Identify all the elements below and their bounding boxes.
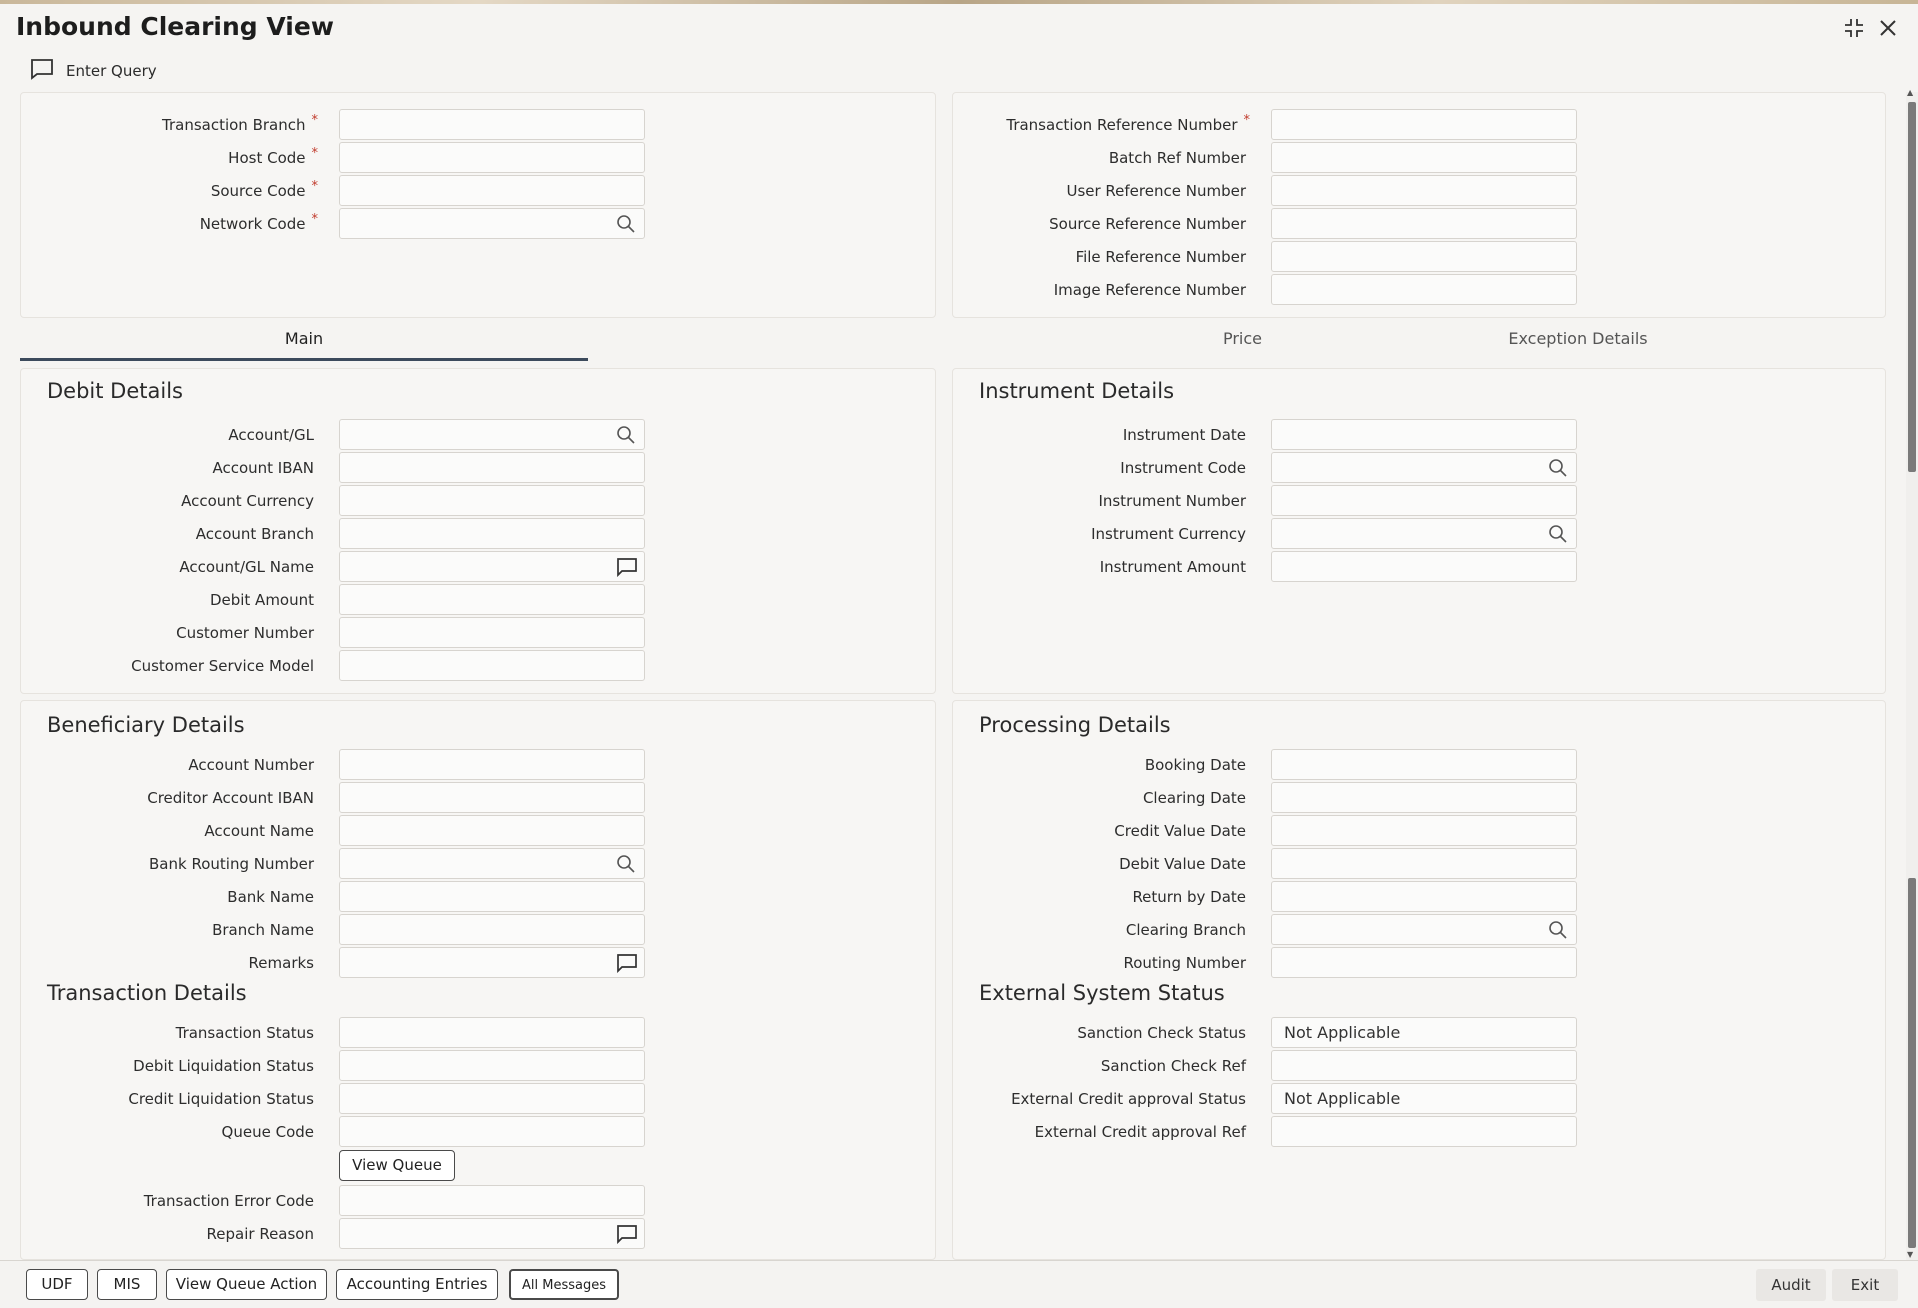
- account-branch-input[interactable]: [339, 518, 645, 549]
- branch-name-label: Branch Name: [212, 921, 314, 939]
- required-marker: *: [311, 212, 318, 227]
- transaction-reference-label: Transaction Reference Number: [1006, 116, 1238, 134]
- account-number-label: Account Number: [188, 756, 314, 774]
- customer-service-model-label: Customer Service Model: [131, 657, 314, 675]
- transaction-details-title: Transaction Details: [47, 981, 247, 1005]
- external-credit-approval-status-input[interactable]: Not Applicable: [1271, 1083, 1577, 1114]
- debit-details-title: Debit Details: [47, 379, 183, 403]
- source-code-input[interactable]: [339, 175, 645, 206]
- account-name-label: Account Name: [204, 822, 314, 840]
- host-code-row: [21, 142, 937, 174]
- account-number-input[interactable]: [339, 749, 645, 780]
- search-icon[interactable]: [1548, 920, 1568, 940]
- enter-query-button[interactable]: [30, 58, 157, 84]
- external-credit-approval-ref-input[interactable]: [1271, 1116, 1577, 1147]
- audit-button[interactable]: Audit: [1756, 1269, 1826, 1301]
- search-icon[interactable]: [1548, 524, 1568, 544]
- bank-routing-number-input[interactable]: [339, 848, 645, 879]
- required-marker: *: [311, 179, 318, 194]
- beneficiary-transaction-panel: [20, 700, 936, 1260]
- transaction-branch-input[interactable]: [339, 109, 645, 140]
- account-iban-input[interactable]: [339, 452, 645, 483]
- booking-date-label: Booking Date: [1144, 756, 1246, 774]
- debit-amount-input[interactable]: [339, 584, 645, 615]
- network-code-label: Network Code: [199, 215, 306, 233]
- file-reference-label: File Reference Number: [1075, 248, 1246, 266]
- view-queue-action-button[interactable]: View Queue Action: [166, 1269, 327, 1300]
- scroll-thumb[interactable]: [1908, 102, 1916, 472]
- creditor-account-iban-label: Creditor Account IBAN: [147, 789, 314, 807]
- instrument-amount-input[interactable]: [1271, 551, 1577, 582]
- instrument-date-label: Instrument Date: [1122, 426, 1246, 444]
- instrument-currency-label: Instrument Currency: [1091, 525, 1246, 543]
- source-reference-label: Source Reference Number: [1049, 215, 1246, 233]
- tab-bar: [20, 322, 1886, 362]
- bank-name-input[interactable]: [339, 881, 645, 912]
- bank-name-label: Bank Name: [227, 888, 314, 906]
- source-reference-row: [953, 208, 1887, 240]
- instrument-code-input[interactable]: [1271, 452, 1577, 483]
- transaction-error-code-input[interactable]: [339, 1185, 645, 1216]
- user-reference-input[interactable]: [1271, 175, 1577, 206]
- batch-ref-label: Batch Ref Number: [1108, 149, 1246, 167]
- window-title: Inbound Clearing View: [16, 12, 334, 41]
- credit-value-date-label: Credit Value Date: [1114, 822, 1246, 840]
- required-marker: *: [311, 113, 318, 128]
- scroll-thumb-lower[interactable]: [1908, 878, 1916, 1248]
- instrument-details-title: Instrument Details: [979, 379, 1175, 403]
- external-credit-approval-ref-label: External Credit approval Ref: [1034, 1123, 1246, 1141]
- header-left-panel: [20, 92, 936, 318]
- footer-bar: [0, 1260, 1918, 1308]
- image-reference-input[interactable]: [1271, 274, 1577, 305]
- credit-value-date-input[interactable]: [1271, 815, 1577, 846]
- transaction-branch-row: [21, 109, 937, 141]
- clearing-date-label: Clearing Date: [1142, 789, 1246, 807]
- account-gl-name-input[interactable]: [339, 551, 645, 582]
- comment-icon[interactable]: [616, 557, 636, 577]
- instrument-code-label: Instrument Code: [1120, 459, 1246, 477]
- scroll-down-arrow[interactable]: ▼: [1907, 1250, 1914, 1259]
- host-code-input[interactable]: [339, 142, 645, 173]
- required-marker: *: [311, 146, 318, 161]
- debit-amount-label: Debit Amount: [209, 591, 314, 609]
- comment-icon[interactable]: [616, 1224, 636, 1244]
- search-icon[interactable]: [616, 425, 636, 445]
- instrument-details-panel: [952, 368, 1886, 694]
- search-icon[interactable]: [616, 854, 636, 874]
- debit-details-panel: [20, 368, 936, 694]
- sanction-check-ref-label: Sanction Check Ref: [1100, 1057, 1246, 1075]
- udf-button[interactable]: UDF: [26, 1269, 88, 1300]
- source-reference-input[interactable]: [1271, 208, 1577, 239]
- sanction-check-status-label: Sanction Check Status: [1077, 1024, 1246, 1042]
- scroll-up-arrow[interactable]: ▲: [1907, 88, 1914, 97]
- clearing-branch-label: Clearing Branch: [1125, 921, 1246, 939]
- processing-external-panel: [952, 700, 1886, 1260]
- comment-icon: [30, 58, 54, 84]
- repair-reason-input[interactable]: [339, 1218, 645, 1249]
- instrument-currency-input[interactable]: [1271, 518, 1577, 549]
- debit-liquidation-status-label: Debit Liquidation Status: [133, 1057, 314, 1075]
- transaction-error-code-label: Transaction Error Code: [143, 1192, 314, 1210]
- tab-main[interactable]: Main: [284, 329, 324, 348]
- account-gl-label: Account/GL: [228, 426, 314, 444]
- bank-routing-number-label: Bank Routing Number: [149, 855, 314, 873]
- vertical-scrollbar[interactable]: [1906, 88, 1918, 1260]
- routing-number-label: Routing Number: [1123, 954, 1246, 972]
- repair-reason-label: Repair Reason: [206, 1225, 314, 1243]
- debit-liquidation-status-input[interactable]: [339, 1050, 645, 1081]
- mis-button[interactable]: MIS: [97, 1269, 157, 1300]
- sanction-check-status-input[interactable]: Not Applicable: [1271, 1017, 1577, 1048]
- image-reference-row: [953, 274, 1887, 306]
- transaction-branch-label: Transaction Branch: [162, 116, 306, 134]
- creditor-account-iban-input[interactable]: [339, 782, 645, 813]
- header-right-panel: [952, 92, 1886, 318]
- account-iban-label: Account IBAN: [212, 459, 314, 477]
- exit-button[interactable]: Exit: [1832, 1269, 1898, 1301]
- clearing-branch-input[interactable]: [1271, 914, 1577, 945]
- instrument-number-input[interactable]: [1271, 485, 1577, 516]
- credit-liquidation-status-input[interactable]: [339, 1083, 645, 1114]
- network-code-row: [21, 208, 937, 240]
- accounting-entries-button[interactable]: Accounting Entries: [336, 1269, 498, 1300]
- enter-query-label: Enter Query: [66, 62, 157, 80]
- instrument-date-input[interactable]: [1271, 419, 1577, 450]
- customer-number-input[interactable]: [339, 617, 645, 648]
- collapse-icon[interactable]: [1840, 14, 1868, 42]
- clearing-date-input[interactable]: [1271, 782, 1577, 813]
- file-reference-row: [953, 241, 1887, 273]
- host-code-label: Host Code: [228, 149, 306, 167]
- account-gl-name-label: Account/GL Name: [179, 558, 314, 576]
- beneficiary-details-title: Beneficiary Details: [47, 713, 245, 737]
- return-by-date-input[interactable]: [1271, 881, 1577, 912]
- tab-price[interactable]: Price: [1222, 329, 1262, 348]
- customer-service-model-input[interactable]: [339, 650, 645, 681]
- comment-icon[interactable]: [616, 953, 636, 973]
- source-code-label: Source Code: [210, 182, 306, 200]
- user-reference-label: User Reference Number: [1066, 182, 1246, 200]
- transaction-reference-row: [953, 109, 1887, 141]
- image-reference-label: Image Reference Number: [1053, 281, 1246, 299]
- return-by-date-label: Return by Date: [1132, 888, 1246, 906]
- search-icon[interactable]: [616, 214, 636, 234]
- active-tab-indicator: [20, 358, 588, 361]
- external-credit-approval-status-label: External Credit approval Status: [1011, 1090, 1246, 1108]
- close-icon[interactable]: [1874, 14, 1902, 42]
- processing-details-title: Processing Details: [979, 713, 1171, 737]
- account-currency-input[interactable]: [339, 485, 645, 516]
- batch-ref-row: [953, 142, 1887, 174]
- account-name-input[interactable]: [339, 815, 645, 846]
- view-queue-button[interactable]: View Queue: [339, 1150, 455, 1181]
- queue-code-label: Queue Code: [221, 1123, 314, 1141]
- instrument-amount-label: Instrument Amount: [1099, 558, 1246, 576]
- file-reference-input[interactable]: [1271, 241, 1577, 272]
- transaction-status-input[interactable]: [339, 1017, 645, 1048]
- debit-value-date-input[interactable]: [1271, 848, 1577, 879]
- customer-number-label: Customer Number: [176, 624, 314, 642]
- source-code-row: [21, 175, 937, 207]
- batch-ref-input[interactable]: [1271, 142, 1577, 173]
- branch-name-input[interactable]: [339, 914, 645, 945]
- search-icon[interactable]: [1548, 458, 1568, 478]
- account-currency-label: Account Currency: [181, 492, 314, 510]
- account-branch-label: Account Branch: [195, 525, 314, 543]
- account-gl-input[interactable]: [339, 419, 645, 450]
- debit-value-date-label: Debit Value Date: [1119, 855, 1246, 873]
- required-marker: *: [1243, 113, 1250, 128]
- external-system-status-title: External System Status: [979, 981, 1225, 1005]
- user-reference-row: [953, 175, 1887, 207]
- tab-exception-details[interactable]: Exception Details: [1508, 329, 1648, 348]
- instrument-number-label: Instrument Number: [1098, 492, 1246, 510]
- booking-date-input[interactable]: [1271, 749, 1577, 780]
- transaction-reference-input[interactable]: [1271, 109, 1577, 140]
- transaction-status-label: Transaction Status: [175, 1024, 314, 1042]
- inbound-clearing-window: [0, 4, 1918, 1308]
- sanction-check-ref-input[interactable]: [1271, 1050, 1577, 1081]
- queue-code-input[interactable]: [339, 1116, 645, 1147]
- routing-number-input[interactable]: [1271, 947, 1577, 978]
- credit-liquidation-status-label: Credit Liquidation Status: [128, 1090, 314, 1108]
- remarks-label: Remarks: [248, 954, 314, 972]
- network-code-input[interactable]: [339, 208, 645, 239]
- all-messages-button[interactable]: All Messages: [509, 1269, 619, 1300]
- remarks-input[interactable]: [339, 947, 645, 978]
